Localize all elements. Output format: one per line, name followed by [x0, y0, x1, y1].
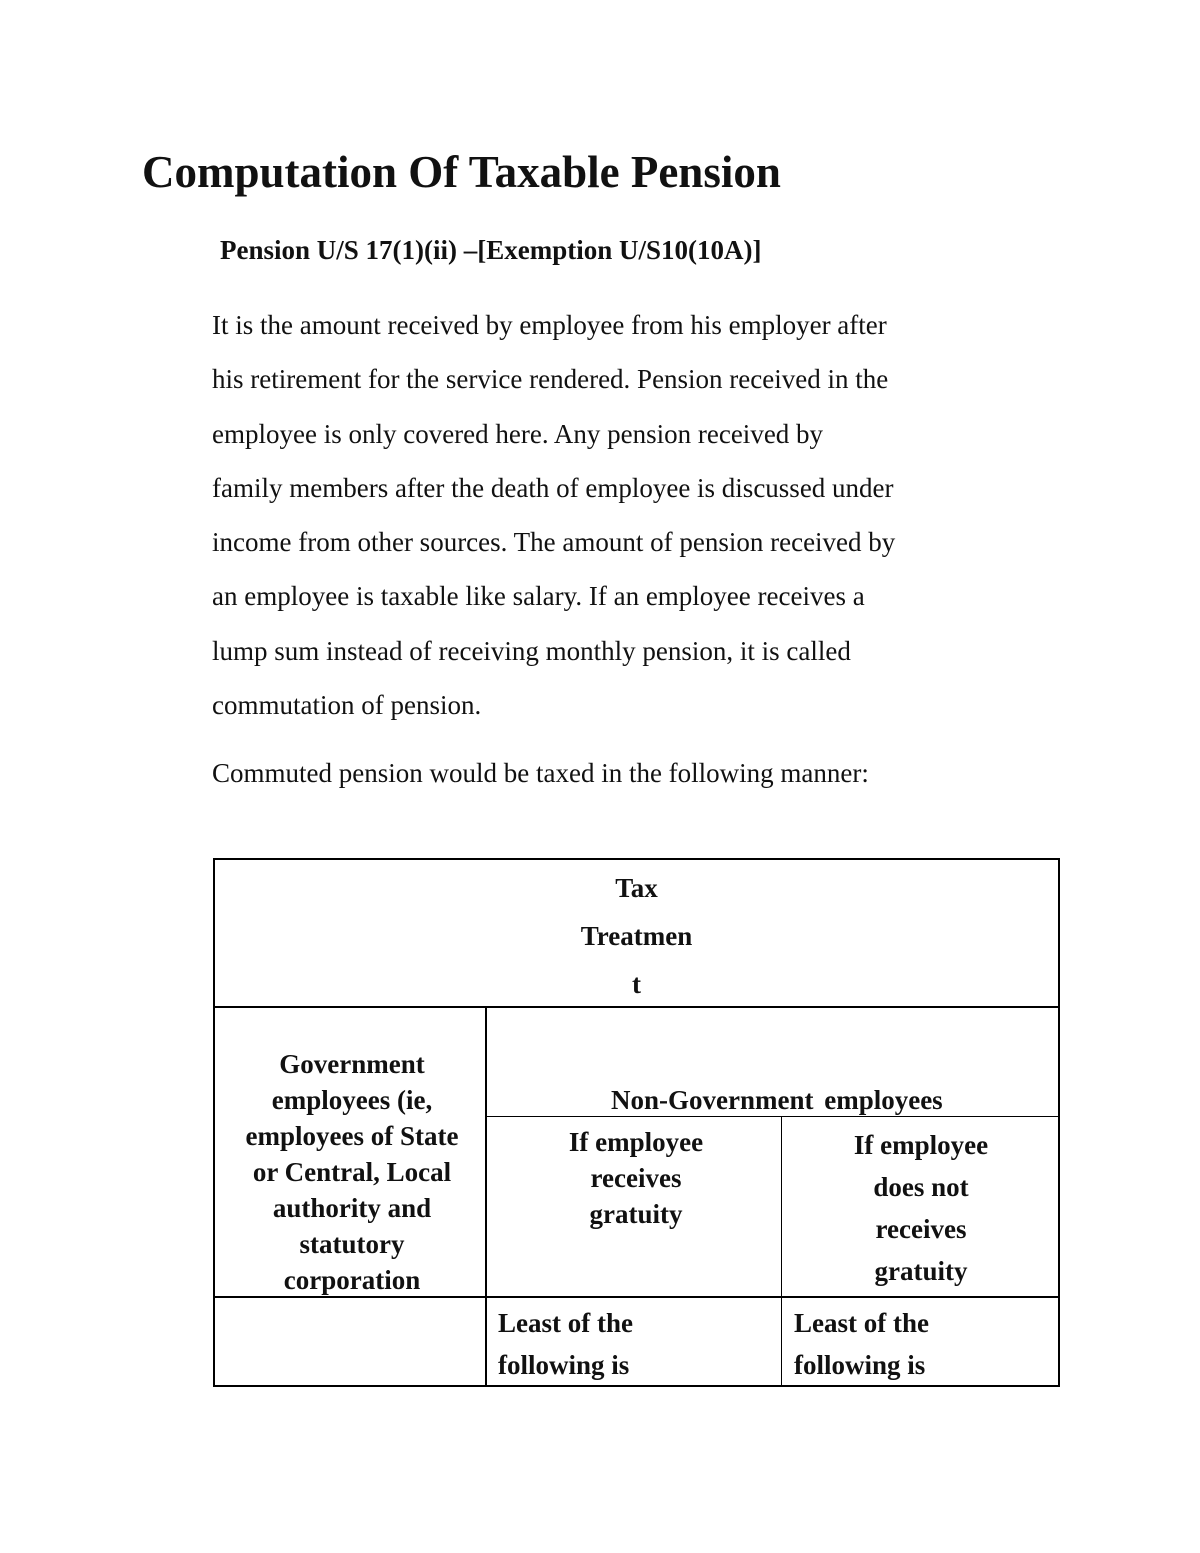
- body-line: commutation of pension.: [212, 690, 482, 721]
- least-of-following-gratuity: [498, 1302, 788, 1386]
- govt-line: Government: [279, 1049, 425, 1079]
- least-line: following is: [498, 1350, 630, 1380]
- govt-line: statutory: [299, 1229, 405, 1259]
- gratuity-line: receives: [590, 1163, 682, 1193]
- header-line: Tax: [615, 873, 658, 903]
- least-line: following is: [794, 1350, 926, 1380]
- table-border-top: [213, 858, 1060, 860]
- tax-treatment-header: [213, 864, 1060, 1008]
- non-government-employees-header: Non-Government employees: [611, 1085, 943, 1115]
- table-lead-in: Commuted pension would be taxed in the following manner:: [212, 758, 869, 788]
- header-line: Treatmen: [580, 921, 693, 951]
- no-gratuity-line: If employee: [853, 1130, 989, 1160]
- govt-line: authority and: [272, 1193, 432, 1223]
- least-of-following-no-gratuity: [794, 1302, 1054, 1386]
- no-gratuity-line: receives: [875, 1214, 967, 1244]
- page-title: Computation Of Taxable Pension: [142, 147, 781, 197]
- body-line: family members after the death of employee is discussed under: [212, 472, 894, 503]
- tax-treatment-table: [213, 858, 1060, 1387]
- body-line: lump sum instead of receiving monthly pension, it is called: [212, 635, 851, 666]
- receives-gratuity-cell: [489, 1124, 783, 1232]
- gratuity-line: gratuity: [589, 1199, 683, 1229]
- govt-line: employees of State: [245, 1121, 459, 1151]
- govt-line: employees (ie,: [271, 1085, 433, 1115]
- body-line: employee is only covered here. Any pension received by: [212, 418, 824, 449]
- least-line: Least of the: [498, 1308, 633, 1338]
- gratuity-line: If employee: [568, 1127, 704, 1157]
- body-paragraph: [212, 298, 1072, 732]
- body-line: It is the amount received by employee from his employer after: [212, 310, 887, 340]
- body-line: his retirement for the service rendered. Pension received in the: [212, 364, 889, 395]
- govt-line: corporation: [283, 1265, 421, 1295]
- government-employees-cell: [217, 1046, 487, 1298]
- no-gratuity-line: does not: [873, 1172, 969, 1202]
- govt-line: or Central, Local: [252, 1157, 452, 1187]
- no-gratuity-cell: [783, 1124, 1059, 1292]
- body-line: income from other sources. The amount of pension received by: [212, 527, 896, 558]
- least-line: Least of the: [794, 1308, 929, 1338]
- body-line: an employee is taxable like salary. If an employee receives a: [212, 581, 865, 612]
- section-subtitle: Pension U/S 17(1)(ii) –[Exemption U/S10(10A)]: [220, 235, 762, 265]
- no-gratuity-line: gratuity: [874, 1256, 968, 1286]
- header-line: t: [632, 969, 641, 999]
